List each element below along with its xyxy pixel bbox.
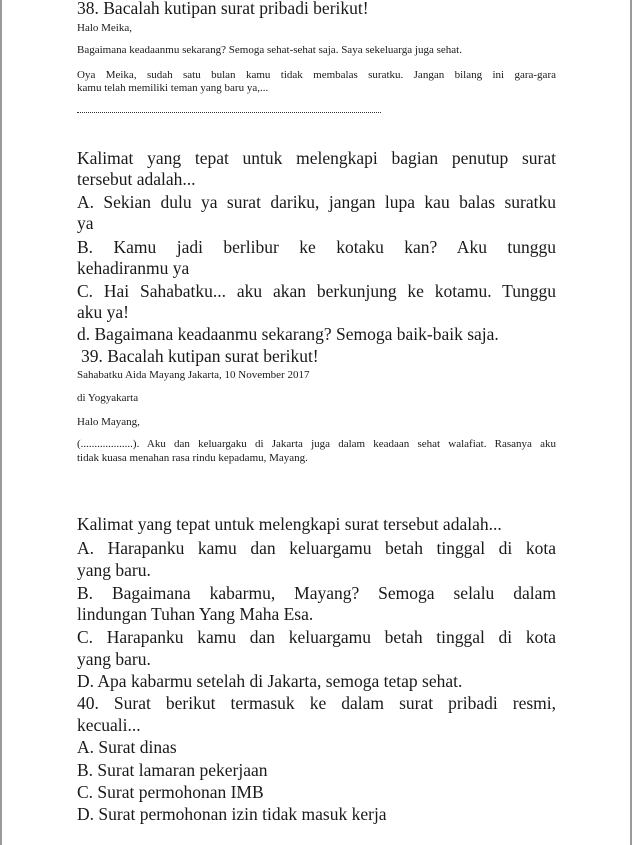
q39-option-a-line2: yang baru. bbox=[77, 560, 151, 580]
q39-letter-header: Sahabatku Aida Mayang Jakarta, 10 November 2017 bbox=[77, 369, 310, 381]
q39-option-b-line2: lindungan Tuhan Yang Maha Esa. bbox=[77, 604, 314, 624]
q38-letter-greeting: Halo Meika, bbox=[77, 22, 132, 34]
q38-heading: 38. Bacalah kutipan surat pribadi berikut! bbox=[77, 0, 369, 18]
q39-option-c-line1: C. Harapanku kamu dan keluargamu betah tinggal di kota bbox=[77, 627, 556, 647]
q38-blank-line bbox=[77, 112, 381, 113]
q39-question: Kalimat yang tepat untuk melengkapi surat tersebut adalah... bbox=[77, 514, 502, 534]
q39-letter-body-line2: tidak kuasa menahan rasa rindu kepadamu, Mayang. bbox=[77, 452, 308, 464]
q38-option-a-line2: ya bbox=[77, 213, 94, 233]
q40-question-line1: 40. Surat berikut termasuk ke dalam surat pribadi resmi, bbox=[77, 693, 556, 713]
q38-option-c-line1: C. Hai Sahabatku... aku akan berkunjung ke kotamu. Tunggu bbox=[77, 281, 556, 301]
q40-option-a: A. Surat dinas bbox=[77, 737, 177, 757]
q38-letter-para2-line1: Oya Meika, sudah satu bulan kamu tidak membalas suratku. Jangan bilang ini gara-gara bbox=[77, 69, 556, 81]
q39-option-b-line1: B. Bagaimana kabarmu, Mayang? Semoga selalu dalam bbox=[77, 583, 556, 603]
q40-question-line2: kecuali... bbox=[77, 715, 141, 735]
q38-option-d-line1: d. Bagaimana keadaanmu sekarang? Semoga baik-baik saja. bbox=[77, 324, 499, 344]
q40-option-c: C. Surat permohonan IMB bbox=[77, 782, 264, 802]
q38-letter-para1: Bagaimana keadaanmu sekarang? Semoga sehat-sehat saja. Saya sekeluarga juga sehat. bbox=[77, 44, 462, 56]
q38-option-b-line1: B. Kamu jadi berlibur ke kotaku kan? Aku tunggu bbox=[77, 237, 556, 257]
page-edge-left bbox=[0, 0, 2, 845]
q40-option-d: D. Surat permohonan izin tidak masuk kerja bbox=[77, 804, 387, 824]
q38-question-line2: tersebut adalah... bbox=[77, 169, 196, 189]
q38-option-b-line2: kehadiranmu ya bbox=[77, 258, 190, 278]
q39-option-c-line2: yang baru. bbox=[77, 649, 151, 669]
q39-option-a-line1: A. Harapanku kamu dan keluargamu betah tinggal di kota bbox=[77, 538, 556, 558]
q40-option-b: B. Surat lamaran pekerjaan bbox=[77, 760, 268, 780]
q38-option-a-line1: A. Sekian dulu ya surat dariku, jangan lupa kau balas suratku bbox=[77, 192, 556, 212]
q39-heading: 39. Bacalah kutipan surat berikut! bbox=[81, 346, 319, 366]
q39-letter-greeting: Halo Mayang, bbox=[77, 416, 140, 428]
q39-option-d-line1: D. Apa kabarmu setelah di Jakarta, semoga tetap sehat. bbox=[77, 671, 463, 691]
q38-question-line1: Kalimat yang tepat untuk melengkapi bagian penutup surat bbox=[77, 148, 556, 168]
q39-letter-body-line1: (...................). Aku dan keluargaku di Jakarta juga dalam keadaan sehat walafiat. Rasanya aku bbox=[77, 438, 556, 450]
q39-letter-place: di Yogyakarta bbox=[77, 392, 139, 404]
q38-option-c-line2: aku ya! bbox=[77, 302, 129, 322]
q38-letter-para2-line2: kamu telah memiliki teman yang baru ya,... bbox=[77, 82, 269, 94]
